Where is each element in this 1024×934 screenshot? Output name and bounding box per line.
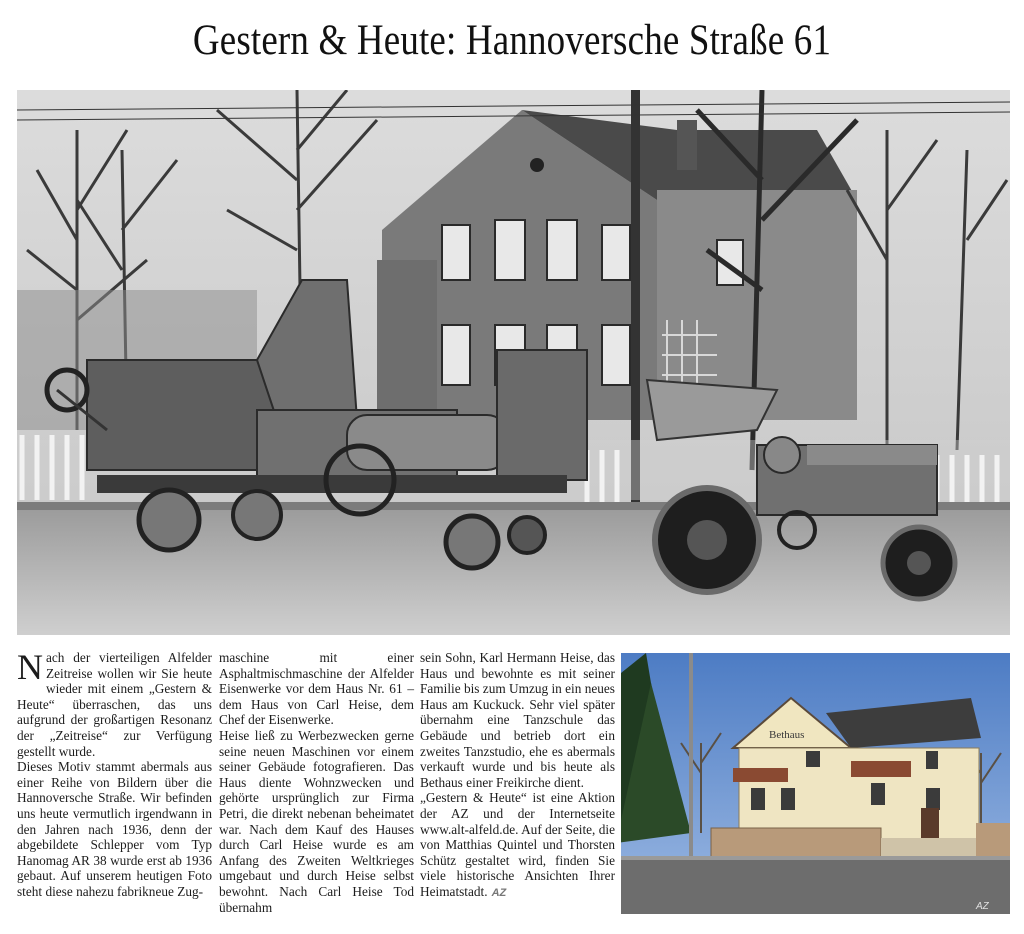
article-paragraph: Heise ließ zu Werbezwecken gerne seine neuen Maschinen vor einem seiner Gebäude fotografieren. Das Haus diente Wohnzwecken und gehörte ursprünglich zur Firma Petri, die direkt nebenan beheimatet war. Nach dem Kauf des Hauses durch Carl Heise wurde es am Anfang des Zweiten Weltkrieges umgebaut und durch Heise selbst bewohnt. Nach Carl Heise Tod übernahm [219,727,414,915]
photo-credit: AZ [976,901,989,912]
article-column-1 [17,647,212,900]
page-headline: Gestern & Heute: Hannoversche Straße 61 [192,17,832,64]
drop-cap: N [17,647,43,687]
article-paragraph: „Gestern & Heute“ ist eine Aktion der AZ und der Internetseite www.alt-alfeld.de. Auf der Seite, die von Matthias Quintel und Thorsten Schütz gestaltet wird, finden Sie viele historische Ansichten Ihrer Heimatstadt. AZ [420,790,615,899]
article-paragraph: maschine mit einer Asphaltmischmaschine der Alfelder Eisenwerke vor dem Haus Nr. 61 – dem Haus von Carl Heise, dem Chef der Eisenwerke. [219,650,414,728]
article-column-2 [219,650,414,915]
bethaus-sign: Bethaus [769,729,805,741]
article-paragraph: Dieses Motiv stammt abermals aus einer Reihe von Bildern über die Hannoversche Straße. Wir befinden uns heute vermutlich irgendwann in den Jahren nach 1936, denn der abgebildete Schlepper vom Typ Hanomag AR 38 wurde erst ab 1936 gebaut. Auf unserem heutigen Foto steht diese nahezu fabrikneue Zug- [17,759,212,899]
article-column-3 [420,650,615,902]
present-day-photo [621,653,1010,914]
historic-photo [17,90,1010,635]
author-credit: AZ [491,886,507,899]
article-paragraph: Nach der vierteiligen Alfelder Zeitreise wollen wir Sie heute wieder mit einem „Gestern & Heute“ überraschen, das uns aufgrund der großartigen Resonanz der „Zeitreise“ zur Verfügung gestellt wurde. [17,647,212,759]
article-paragraph: sein Sohn, Karl Hermann Heise, das Haus und bewohnte es mit seiner Familie bis zum Umzug in ein neues Haus am Kuckuck. Sehr viel später übernahm eine Tanzschule das Gebäude und betrieb dort ein zweites Tanzstudio, ehe es abermals verkauft wurde und bis heute als Bethaus einer Freikirche dient. [420,650,615,790]
